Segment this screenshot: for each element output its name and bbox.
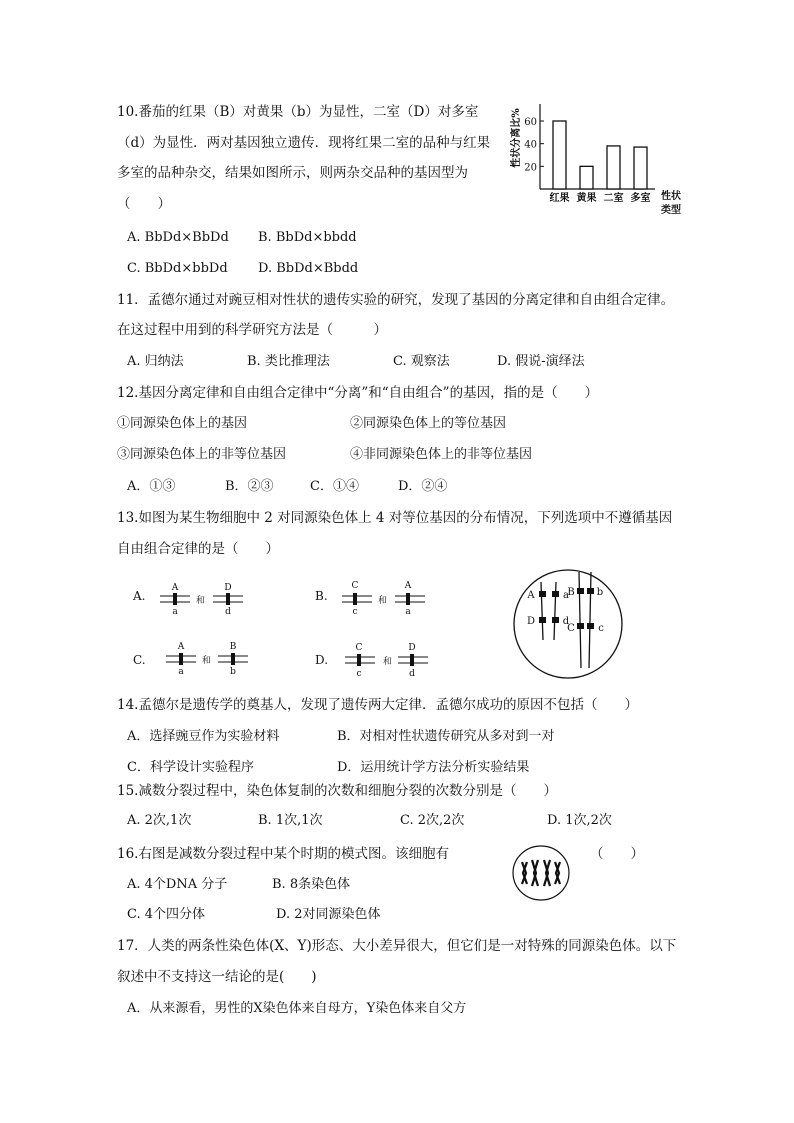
q16-chromosome-4	[555, 862, 560, 884]
svg-text:C: C	[567, 623, 575, 634]
chart-category-label: 多室	[630, 193, 651, 204]
q13-b-chrom-1	[342, 581, 372, 617]
svg-text:D: D	[408, 643, 416, 653]
q15-line: 15.减数分裂过程中，染色体复制的次数和细胞分裂的次数分别是（ ）	[117, 783, 557, 799]
svg-text:B: B	[229, 642, 237, 652]
svg-text:a: a	[563, 590, 569, 601]
q11-option-d[interactable]: D. 假说-演绎法	[497, 354, 585, 369]
svg-text:A: A	[171, 583, 179, 593]
q11-option-c[interactable]: C. 观察法	[393, 354, 450, 369]
q10-option-b[interactable]: B. BbDd×bbdd	[258, 230, 357, 245]
q11-option-b[interactable]: B. 类比推理法	[247, 354, 330, 369]
q12-item-2: ②同源染色体上的等位基因	[350, 416, 507, 431]
q13-option-b-label: B.	[315, 589, 328, 603]
chart-xlabel-line-1: 性状	[661, 191, 681, 202]
q13-d-chrom-1	[345, 643, 375, 679]
q13-option-c-figure[interactable]	[130, 638, 260, 684]
q11-line-1: 11．孟德尔通过对豌豆相对性状的遗传实验的研究，发现了基因的分离定律和自由组合定律。	[117, 292, 675, 308]
svg-text:D: D	[526, 616, 536, 627]
chart-bar-2	[580, 166, 593, 189]
q12-item-1: ①同源染色体上的基因	[117, 416, 248, 431]
q13-line-2: 自由组合定律的是（ ）	[117, 541, 279, 557]
q10-line-1: 10.番茄的红果（B）对黄果（b）为显性，二室（D）对多室	[117, 104, 479, 120]
q16-chromosome-2	[532, 860, 538, 886]
svg-text:a: a	[172, 607, 178, 617]
q15-option-b[interactable]: B. 1次,1次	[258, 813, 323, 828]
q17-line-1: 17．人类的两条性染色体(X、Y)形态、大小差异很大，但它们是一对特殊的同源染色体。以下	[117, 938, 677, 954]
q13-a-chrom-1	[160, 583, 190, 617]
q16-chromosome-3	[544, 860, 550, 886]
svg-text:A: A	[177, 642, 185, 652]
q14-option-c[interactable]: C．科学设计实验程序	[127, 760, 254, 775]
svg-text:d: d	[409, 669, 415, 679]
svg-text:A: A	[404, 581, 412, 591]
q13-line-1: 13.如图为某生物细胞中 2 对同源染色体上 4 对等位基因的分布情况，下列选项中不遵循基因	[117, 510, 673, 526]
q16-blank: （ ）	[590, 846, 644, 862]
svg-text:b: b	[230, 667, 236, 677]
q16-cell-figure	[510, 843, 572, 903]
svg-text:c: c	[598, 623, 604, 634]
q10-line-3: 多室的品种杂交，结果如图所示，则两杂交品种的基因型为	[117, 165, 468, 181]
svg-text:A: A	[527, 590, 535, 601]
bar-chart	[505, 96, 695, 226]
q16-option-d[interactable]: D. 2对同源染色体	[276, 907, 381, 922]
q13-c-joiner: 和	[202, 656, 212, 666]
chart-category-label: 二室	[603, 193, 624, 204]
q12-item-3: ③同源染色体上的非等位基因	[117, 447, 287, 462]
q10-line-2: （d）为显性．两对基因独立遗传．现将红果二室的品种与红果	[117, 135, 491, 151]
q13-option-c-label: C.	[133, 653, 146, 667]
q10-option-a[interactable]: A. BbDd×BbDd	[127, 230, 229, 245]
q11-line-2: 在这过程中用到的科学研究方法是（ ）	[117, 322, 387, 338]
q10-line-4: （ ）	[117, 196, 171, 212]
q14-option-a[interactable]: A．选择豌豆作为实验材料	[127, 729, 280, 744]
svg-text:C: C	[351, 581, 359, 591]
q16-option-c[interactable]: C. 4个四分体	[127, 907, 206, 922]
q13-b-chrom-2	[395, 581, 425, 617]
svg-text:d: d	[225, 607, 231, 617]
chart-xlabel-line-2: 类型	[661, 205, 681, 216]
q13-c-chrom-2	[218, 642, 248, 677]
q15-option-a[interactable]: A. 2次,1次	[127, 813, 192, 828]
q13-option-a-label: A.	[133, 589, 146, 603]
q13-option-d-label: D.	[315, 653, 329, 667]
q16-option-b[interactable]: B. 8条染色体	[272, 877, 351, 892]
q12-option-c[interactable]: C．①④	[310, 479, 359, 494]
q15-option-d[interactable]: D. 1次,2次	[547, 813, 612, 828]
svg-text:C: C	[355, 643, 363, 653]
q14-option-d[interactable]: D．运用统计学方法分析实验结果	[337, 760, 530, 775]
q17-line-2: 叙述中不支持这一结论的是( )	[117, 969, 317, 985]
chart-category-label: 红果	[549, 193, 570, 204]
q12-item-4: ④非同源染色体上的非等位基因	[350, 447, 533, 462]
q13-option-a-figure[interactable]	[130, 577, 260, 623]
svg-text:d: d	[562, 616, 570, 627]
chart-ytick-label: 20	[524, 162, 537, 174]
q12-option-b[interactable]: B．②③	[225, 479, 274, 494]
chart-bar-1	[553, 121, 566, 189]
q13-a-joiner: 和	[196, 596, 206, 606]
cell-chromosome-pair-left	[526, 582, 569, 640]
q13-d-chrom-2	[398, 643, 428, 679]
q13-cell-diagram	[511, 560, 625, 690]
q13-b-joiner: 和	[378, 596, 388, 606]
chart-bar-4	[634, 147, 647, 189]
q16-chromosome-1	[522, 862, 527, 884]
q15-option-c[interactable]: C. 2次,2次	[400, 813, 465, 828]
cell-chromosome-pair-right	[567, 572, 604, 668]
q13-option-b-figure[interactable]	[312, 577, 442, 623]
svg-text:a: a	[405, 607, 411, 617]
q13-d-joiner: 和	[383, 657, 393, 667]
svg-text:c: c	[356, 669, 362, 679]
svg-text:B: B	[567, 587, 575, 598]
svg-text:D: D	[224, 583, 232, 593]
q13-a-chrom-2	[213, 583, 243, 617]
q12-line: 12.基因分离定律和自由组合定律中“分离”和“自由组合”的基因，指的是（ ）	[117, 385, 599, 401]
q13-option-d-figure[interactable]	[312, 640, 442, 686]
q17-option-a[interactable]: A．从来源看，男性的X染色体来自母方，Y染色体来自父方	[127, 1001, 467, 1016]
svg-text:a: a	[178, 667, 184, 677]
q10-option-d[interactable]: D. BbDd×Bbdd	[258, 261, 359, 276]
chart-ytick-label: 40	[524, 139, 537, 151]
q14-option-b[interactable]: B．对相对性状遗传研究从多对到一对	[337, 729, 555, 744]
q12-option-a[interactable]: A．①③	[127, 479, 176, 494]
q16-line: 16.右图是减数分裂过程中某个时期的模式图。该细胞有	[117, 846, 449, 862]
q14-line: 14.孟德尔是遗传学的奠基人，发现了遗传两大定律．孟德尔成功的原因不包括（ ）	[117, 697, 638, 713]
chart-category-label: 黄果	[576, 193, 597, 204]
q11-option-a[interactable]: A. 归纳法	[127, 354, 184, 369]
q10-option-c[interactable]: C. BbDd×bbDd	[127, 261, 228, 276]
q12-option-d[interactable]: D．②④	[398, 479, 448, 494]
chart-bar-3	[607, 146, 620, 189]
q16-option-a[interactable]: A. 4个DNA 分子	[127, 877, 228, 892]
svg-text:b: b	[596, 587, 604, 598]
svg-text:c: c	[352, 607, 358, 617]
chart-ylabel: 性状分离比%	[511, 108, 522, 168]
q13-c-chrom-1	[166, 642, 196, 677]
chart-ytick-label: 60	[524, 117, 537, 128]
